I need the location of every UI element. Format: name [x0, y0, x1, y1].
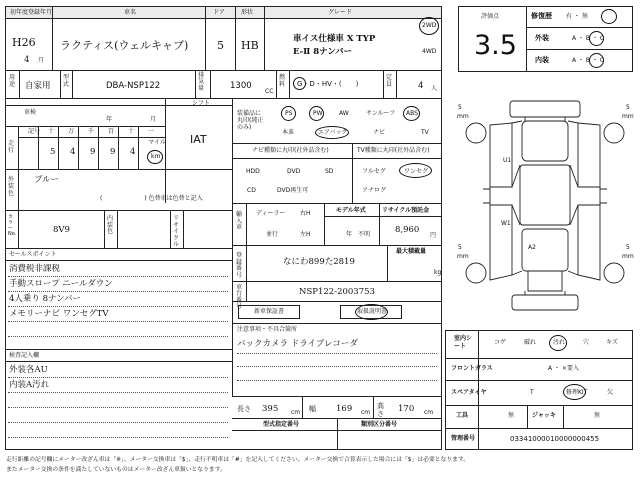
equipment-item: PW [313, 110, 323, 117]
tv-item: フルセグ [362, 168, 386, 175]
color-no-label: カラーNo. [8, 214, 17, 237]
inspection-label: 車検 [24, 109, 37, 116]
seat-option: キズ [606, 339, 618, 346]
category-no-label: 類別区分番号 [361, 421, 398, 428]
repair-label: 修復歴 [531, 12, 552, 20]
shape-value: HB [241, 39, 259, 52]
manual-label: 取扱説明書 [357, 308, 388, 315]
exterior-color: ブルー [34, 175, 60, 185]
mileage-header-cell: 十 [128, 128, 135, 135]
chassis-label: 車台番号 [236, 284, 243, 310]
inspector-item: 外装各AU [9, 365, 48, 375]
navi-label: ナビ種類に丸印(社外品含む) [252, 147, 329, 154]
first-reg-label: 初年度登録年月 [10, 9, 53, 16]
sales-point-item: メモリーナビ ワンセグTV [9, 309, 109, 319]
diagram-mm-rl: mm [457, 253, 469, 260]
airbag-circle [315, 126, 349, 139]
inspection-month: 月 [150, 116, 157, 123]
diagram-mark-u1: U1 [503, 157, 512, 164]
diagram-mm-fr: mm [622, 113, 634, 120]
inspector-item: 内装A汚れ [9, 380, 50, 390]
import-left: 左H [300, 231, 311, 238]
recycle-side-label: リサイクル [173, 215, 180, 249]
equipment-item: AW [339, 110, 349, 117]
footer-note-1: 走行距離の記号欄にメーター改ざん車は「※」、メーター交換車は「$」、走行不明車は「#」を記入してください。メーター交換で合算表示した場合には「$」は必要となります。 [6, 457, 469, 463]
mileage-unit-mile: マイル [148, 139, 166, 146]
grade-label: グレード [328, 9, 353, 16]
new-car-warranty: 新車保証書 [254, 308, 285, 315]
fuel-label: 燃料 [279, 74, 286, 88]
front-glass-options: A ・ ×要入 [548, 365, 579, 372]
shift-label: シフト [192, 100, 211, 107]
management-label: 管理番号 [451, 435, 476, 442]
capacity-label: 定員 [386, 74, 393, 88]
sales-point-item: 消費税非課税 [9, 264, 61, 274]
inspector-label: 検査記入欄 [9, 352, 40, 359]
length-label: 長さ [237, 405, 251, 413]
height-label: 高さ [377, 402, 384, 418]
recycle-fee-unit: 円 [430, 232, 437, 239]
tools-label: 工具 [456, 412, 469, 419]
first-reg-month-unit: 月 [38, 57, 45, 64]
seat-option: 破れ [524, 339, 537, 346]
mileage-header-cell: 十 [48, 128, 55, 135]
length-value: 395 [262, 404, 279, 414]
ps-circle [281, 106, 296, 121]
usage-value: 自家用 [25, 81, 51, 91]
grade-line1: 車イス仕様車 X TYP [293, 34, 376, 44]
registration-value: なにわ899た2819 [283, 257, 355, 267]
diagram-mm-rr: mm [622, 253, 634, 260]
height-unit: cm [424, 409, 434, 416]
height-value: 170 [398, 404, 415, 414]
pw-circle [309, 106, 324, 121]
seat-label: 室内シート [454, 335, 473, 350]
spare-option: T [530, 389, 534, 396]
exterior-note: ( ) 色替車は色替と記入 [100, 195, 203, 202]
equipment-item: 本革 [282, 129, 295, 136]
mileage-digit: 4 [130, 147, 136, 157]
exterior-label: 外装色 [8, 176, 15, 198]
model-year-value: 年 不明 [346, 231, 371, 238]
import-dealer: ディーラー [256, 210, 286, 217]
tv-label: TV種類に丸印(社外品含む) [357, 147, 430, 154]
spare-tire-label: スペアタイヤ [451, 389, 487, 396]
width-unit: cm [361, 409, 371, 416]
tv-item: ワンセグ [404, 168, 429, 175]
first-reg-month: 4 [24, 55, 30, 65]
model-value: DBA-NSP122 [106, 81, 161, 91]
max-load-label: 最大積載量 [396, 248, 427, 255]
fuel-options: G・D・HV・( ) [297, 80, 359, 88]
spare-kit-circle [563, 384, 586, 400]
import-right: 右H [300, 210, 311, 217]
front-glass-label: フロントガラス [451, 365, 493, 372]
displacement-value: 1300 [230, 81, 252, 91]
color-no-value: 8V9 [53, 225, 70, 235]
capacity-value: 4 [418, 81, 424, 91]
usage-label: 用途 [9, 74, 16, 88]
mileage-digit: 5 [50, 147, 56, 157]
jack-value: 無 [594, 412, 601, 419]
navi-item: DVD [287, 168, 301, 175]
mileage-digit: 9 [110, 147, 116, 157]
drive-4wd: 4WD [422, 48, 437, 55]
displacement-label: 排気量 [198, 72, 205, 92]
displacement-unit: CC [265, 88, 274, 95]
equipment-item: サンルーフ [366, 110, 396, 117]
notes-text: バックカメラ ドライブレコーダ [237, 339, 358, 349]
equipment-item: エアバック [318, 129, 348, 136]
equipment-label: 装備品に丸印(純正のみ) [237, 110, 264, 132]
exterior-score-label: 外装 [535, 34, 549, 42]
spare-option: 欠 [607, 389, 614, 396]
doors-value: 5 [217, 39, 224, 52]
score-value: 3.5 [474, 30, 517, 61]
car-outline-diagram [450, 95, 640, 320]
width-label: 幅 [309, 405, 316, 413]
jack-label: ジャッキ [532, 412, 556, 419]
seat-option: 汚れ [553, 339, 566, 346]
grade-line2: E-Ⅱ 8ナンバー [293, 47, 353, 57]
seat-option: 穴 [583, 339, 590, 346]
model-label: 型式 [63, 74, 70, 88]
mileage-header-cell: 万 [68, 128, 75, 135]
shift-value: IAT [190, 133, 207, 146]
doors-label: ドア [213, 9, 225, 16]
diagram-5-fl: 5 [458, 104, 462, 111]
sales-point-item: 4人乗り 8ナンバー [9, 294, 81, 304]
mileage-digit: 4 [70, 147, 76, 157]
capacity-unit: 人 [431, 85, 438, 92]
equipment-item: TV [421, 129, 429, 136]
equipment-item: ナビ [373, 129, 386, 136]
inspection-year: 年 [106, 116, 113, 123]
first-reg-era: H26 [12, 36, 36, 49]
mileage-unit-km: km [151, 153, 161, 160]
mileage-header-cell: 千 [88, 128, 95, 135]
mileage-label: 走行 [8, 140, 15, 155]
shape-label: 形状 [241, 9, 254, 16]
equipment-item: PS [285, 110, 293, 117]
diagram-mm-fl: mm [457, 113, 469, 120]
car-name-value: ラクティス(ウェルキャブ) [60, 39, 189, 52]
max-load-unit: kg [434, 269, 442, 276]
diagram-mark-w1: W1 [501, 220, 511, 227]
model-year-label: モデル年式 [336, 207, 366, 214]
tools-value: 無 [508, 412, 515, 419]
import-parallel: 並行 [266, 231, 279, 238]
registration-label: 登録番号 [236, 252, 243, 279]
interior-color-label: 内装色 [107, 215, 114, 236]
diagram-mark-a2: A2 [528, 244, 536, 251]
exterior-b-circle [589, 31, 604, 46]
diagram-5-rr: 5 [626, 244, 630, 251]
import-label: 輸入車 [236, 211, 243, 232]
length-unit: cm [291, 409, 301, 416]
exterior-score-options: A ・ B ・ C [572, 35, 605, 42]
chassis-value: NSP122-2003753 [299, 287, 375, 297]
sales-points-label: セールスポイント [9, 251, 57, 258]
seat-option: コゲ [494, 339, 507, 346]
interior-score-options: A ・ B ・ C [572, 57, 605, 64]
navi-item: CD [247, 187, 256, 194]
mileage-digit: 9 [90, 147, 96, 157]
car-diagram [450, 95, 640, 320]
navi-item: SD [325, 168, 334, 175]
seat-dirt-circle [549, 335, 567, 351]
recycle-fee-value: 8,960 [395, 225, 420, 235]
spare-option: 修理KIT [566, 389, 588, 396]
notes-label: 注意事項・不具合箇所 [237, 326, 298, 333]
repair-none-circle [601, 9, 617, 24]
diagram-5-rl: 5 [458, 244, 462, 251]
interior-score-label: 内装 [535, 56, 549, 64]
footer-note-2: またメーター交換の条件を満たしていないものはメーター改ざん車扱いとなります。 [6, 467, 226, 473]
drive-2wd: 2WD [422, 22, 437, 29]
sales-point-item: 手動スロープ ニールダウン [9, 279, 113, 289]
navi-item: HDD [246, 168, 260, 175]
mileage-header-cell: 記号 [28, 128, 41, 135]
diagram-5-fr: 5 [626, 104, 630, 111]
tv-item: アナログ [362, 187, 387, 194]
mileage-header-cell: 一 [148, 128, 155, 135]
recycle-fee-label: リサイクル預託金 [382, 207, 430, 214]
interior-b-circle [589, 53, 604, 68]
oneseg-circle [399, 163, 432, 178]
mileage-header-cell: 百 [108, 128, 115, 135]
equipment-item: ABS [406, 110, 418, 117]
navi-item: DVD再生可 [277, 187, 309, 194]
score-label: 評価点 [481, 13, 500, 20]
abs-circle [403, 106, 420, 121]
type-no-label: 型式指定番号 [263, 421, 300, 428]
width-value: 169 [336, 404, 353, 414]
management-value: 03341000010000000455 [510, 435, 600, 443]
repair-options: 有 ・ 無 [566, 13, 588, 20]
sheet-left-frame [5, 6, 442, 450]
car-name-label: 車名 [124, 9, 137, 16]
